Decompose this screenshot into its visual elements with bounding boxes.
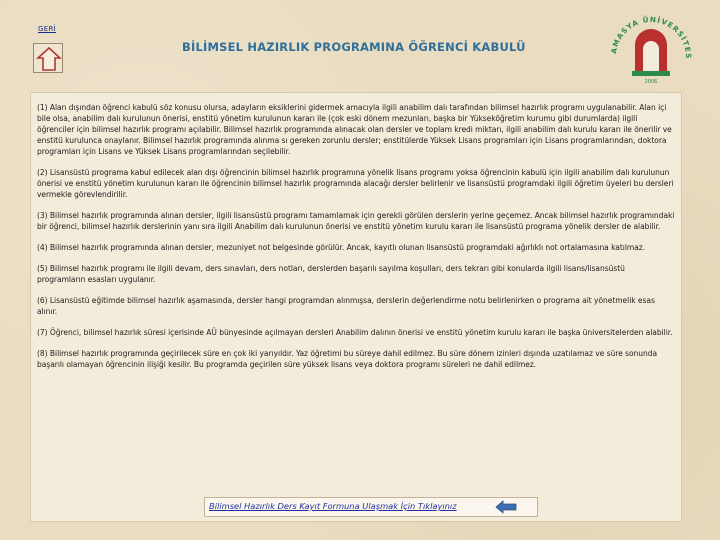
logo-arc-text: AMASYA ÜNİVERSİTES xyxy=(609,14,694,60)
home-icon xyxy=(36,46,62,72)
back-link[interactable]: GERİ xyxy=(38,25,56,33)
paragraph-4: (4) Bilimsel hazırlık programında alınan dersler, mezuniyet not belgesinde görülür. Ancak, kayıtlı olunan lisansüstü programdaki ağırlıklı not ortalamasına katılmaz. xyxy=(37,243,646,252)
paragraph-5: (5) Bilimsel hazırlık programı ile ilgili devam, ders sınavları, ders notları, derslerden başarılı sayılma koşulları, ders tekrarı gibi konularda ilgili lisans/lisansüstü programların esasları uygulanır. xyxy=(37,264,625,284)
paragraph-8: (8) Bilimsel hazırlık programında geçirilecek süre en çok iki yarıyıldır. Yaz öğretimi bu süreye dahil edilmez. Bu süre dönem izinleri dışında uzatılamaz ve süre sonunda başarılı olamayan öğrencinin ilişiği kesilir. Bu programda geçirilen süre yüksek lisans veya doktora programı süreleri ne dahil edilmez. xyxy=(37,349,658,369)
form-link[interactable]: Bilimsel Hazırlık Ders Kayıt Formuna Ulaşmak İçin Tıklayınız xyxy=(209,501,457,511)
arrow-left-icon[interactable] xyxy=(495,500,517,514)
content-panel xyxy=(30,92,682,522)
form-link-box[interactable] xyxy=(204,497,538,517)
paragraph-3: (3) Bilimsel hazırlık programında alınan dersler, ilgili lisansüstü programı tamamlamak için gerekli görülen derslerin yerine geçemez. Ancak bilimsel hazırlık programındaki bir öğrenci, bilimsel hazırlık derslerinin yanı sıra ilgili Anabilim dalı kurulunun önerisi ve enstitü yönetim kurulu kararı ile lisansüstü programa yönelik dersler de alabilir. xyxy=(37,211,675,231)
paragraph-1: (1) Alan dışından öğrenci kabulü söz konusu olursa, adayların eksiklerini gidermek amacıyla ilgili anabilim dalı tarafından bilimsel hazırlık programı uygulanabilir. Alan içi bile olsa, anabilim dalı kurulunun önerisi, enstitü yönetim kurulunun kararı ile (çok eski dönem mezunları, başka bir Yükseköğretim kurumu gibi durumlarda) ilgili öğrenciler için bilimsel hazırlık programı açılabilir. Bilimsel hazırlık programında alınacak olan dersler ve toplam kredi miktarı, ilgili anabilim dalı kurulu kararı ile önerilir ve enstitü kurulunca onaylanır. Bilimsel hazırlık programında alınma sı gereken zorunlu dersler; enstitülerde Yüksek Lisans programları için Lisans programlarından, doktora programları için Lisans ve Yüksek Lisans programlarından seçilebilir. xyxy=(37,103,672,156)
paragraph-2: (2) Lisansüstü programa kabul edilecek alan dışı öğrencinin bilimsel hazırlık programına yönelik lisans programı yoksa öğrencinin kabulü için ilgili anabilim dalı kurulunun önerisi ve enstitü yönetim kurulunun kararı ile öğrencinin bilimsel hazırlık programında alacağı dersler belirlenir ve lisansüstü programdaki ilgili öğretim üyeleri bu dersleri vermekle görevlendirilir. xyxy=(37,168,674,199)
paragraph-6: (6) Lisansüstü eğitimde bilimsel hazırlık aşamasında, dersler hangi programdan alınmışsa, derslerin değerlendirme notu belirlenirken o programa ait yönetmelik esas alınır. xyxy=(37,296,655,316)
university-logo xyxy=(608,5,694,91)
page-title: BİLİMSEL HAZIRLIK PROGRAMINA ÖĞRENCİ KABULÜ xyxy=(182,40,526,54)
logo-year: 2006 xyxy=(644,79,658,85)
paragraph-7: (7) Öğrenci, bilimsel hazırlık süresi içerisinde AÜ bünyesinde açılmayan dersleri Anabilim dalının önerisi ve enstitü yönetim kurulu kararı ile başka üniversitelerden alabilir. xyxy=(37,328,673,337)
home-button[interactable] xyxy=(33,43,63,73)
